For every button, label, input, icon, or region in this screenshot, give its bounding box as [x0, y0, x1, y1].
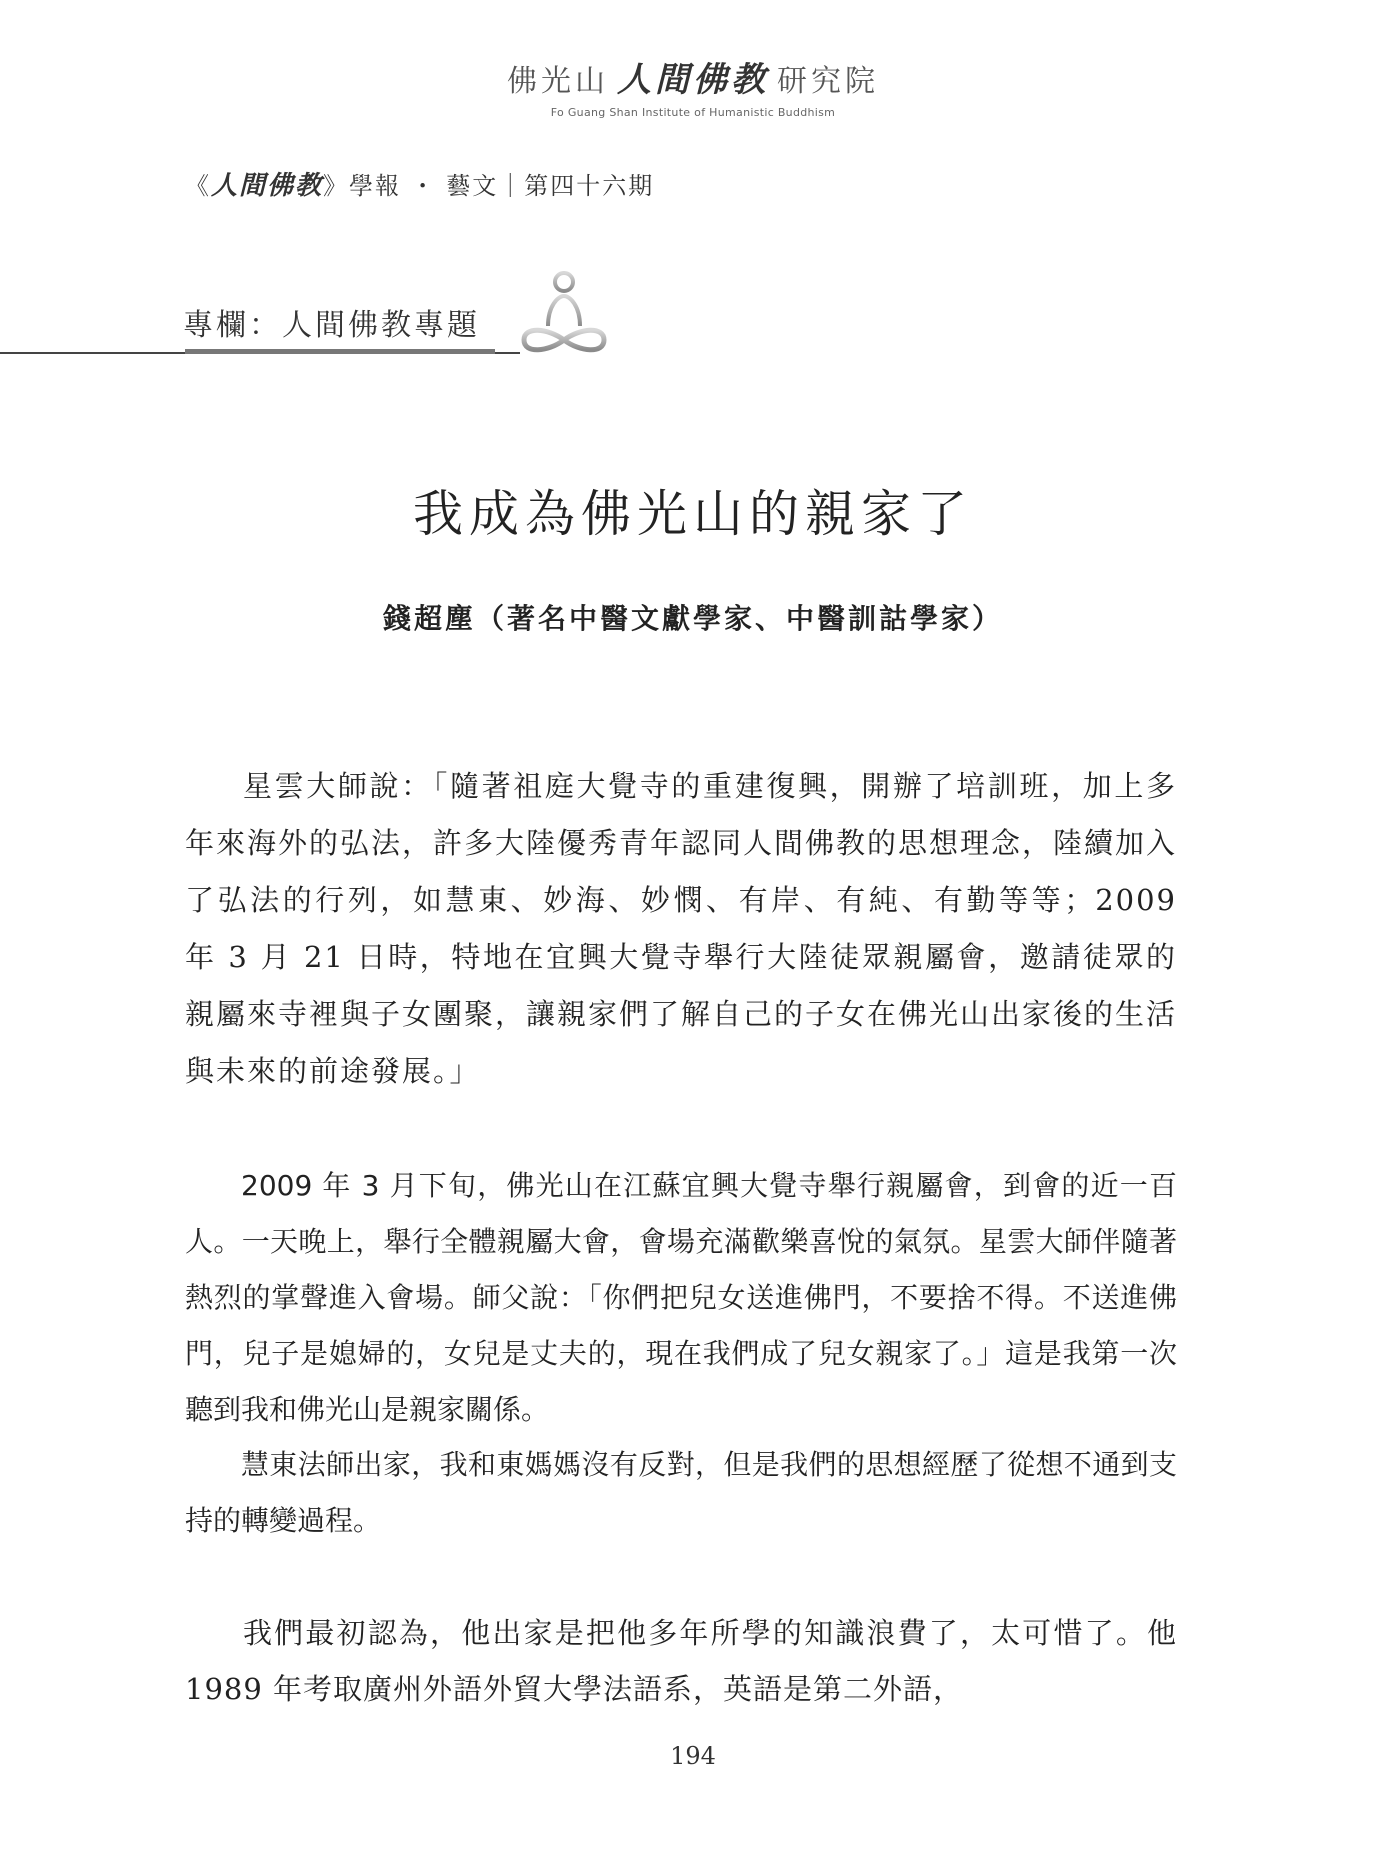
institute-prefix: 佛光山 [507, 64, 609, 99]
institute-english-name: Fo Guang Shan Institute of Humanistic Buddhism [550, 106, 836, 119]
article-paragraph [185, 758, 1177, 1100]
institute-logo: 人間佛教 [617, 60, 769, 100]
article-paragraph [185, 1605, 1177, 1717]
institute-name [0, 62, 1386, 100]
article-title: 我成為佛光山的親家了 [413, 485, 973, 543]
column-label: 專欄：人間佛教專題 [183, 308, 480, 343]
institute-suffix: 研究院 [777, 64, 879, 99]
meditation-icon [518, 268, 610, 360]
paragraph-text: 2009 年 3 月下旬，佛光山在江蘇宜興大覺寺舉行親屬會，到會的近一百人。一天晚上，舉行全體親屬大會，會場充滿歡樂喜悅的氣氛。星雲大師伴隨著熱烈的掌聲進入會場。師父說：「你們把兒女送進佛門，不要捨不得。不送進佛門，兒子是媳婦的，女兒是丈夫的，現在我們成了兒女親家了。」這是我第一次聽到我和佛光山是親家關係。 [185, 1169, 1177, 1426]
column-underline [185, 349, 495, 354]
paragraph-text: 慧東法師出家，我和東媽媽沒有反對，但是我們的思想經歷了從想不通到支持的轉變過程。 [185, 1448, 1177, 1537]
article-paragraph [185, 1158, 1177, 1438]
journal-logo: 人間佛教 [211, 171, 324, 201]
journal-title [185, 165, 654, 202]
article-paragraph [185, 1437, 1177, 1549]
institute-header [0, 62, 1386, 119]
paragraph-text: 我們最初認為，他出家是把他多年所學的知識浪費了，太可惜了。他 1989 年考取廣州外語外貿大學法語系，英語是第二外語， [185, 1616, 1177, 1706]
journal-bracket-open: 《 [185, 172, 211, 200]
page-number: 194 [670, 1742, 716, 1770]
paragraph-text: 星雲大師說：「隨著祖庭大覺寺的重建復興，開辦了培訓班，加上多年來海外的弘法，許多大陸優秀青年認同人間佛教的思想理念，陸續加入了弘法的行列，如慧東、妙海、妙憫、有岸、有純、有勤等等；2009 年 3 月 21 日時，特地在宜興大覺寺舉行大陸徒眾親屬會，邀請徒眾的親屬來寺裡與子女團聚，讓親家們了解自己的子女在佛光山出家後的生活與未來的前途發展。」 [185, 769, 1178, 1088]
author-line: 錢超塵（著名中醫文獻學家、中醫訓詁學家） [382, 602, 1003, 635]
journal-issue: 》學報 ・ 藝文｜第四十六期 [323, 172, 655, 200]
